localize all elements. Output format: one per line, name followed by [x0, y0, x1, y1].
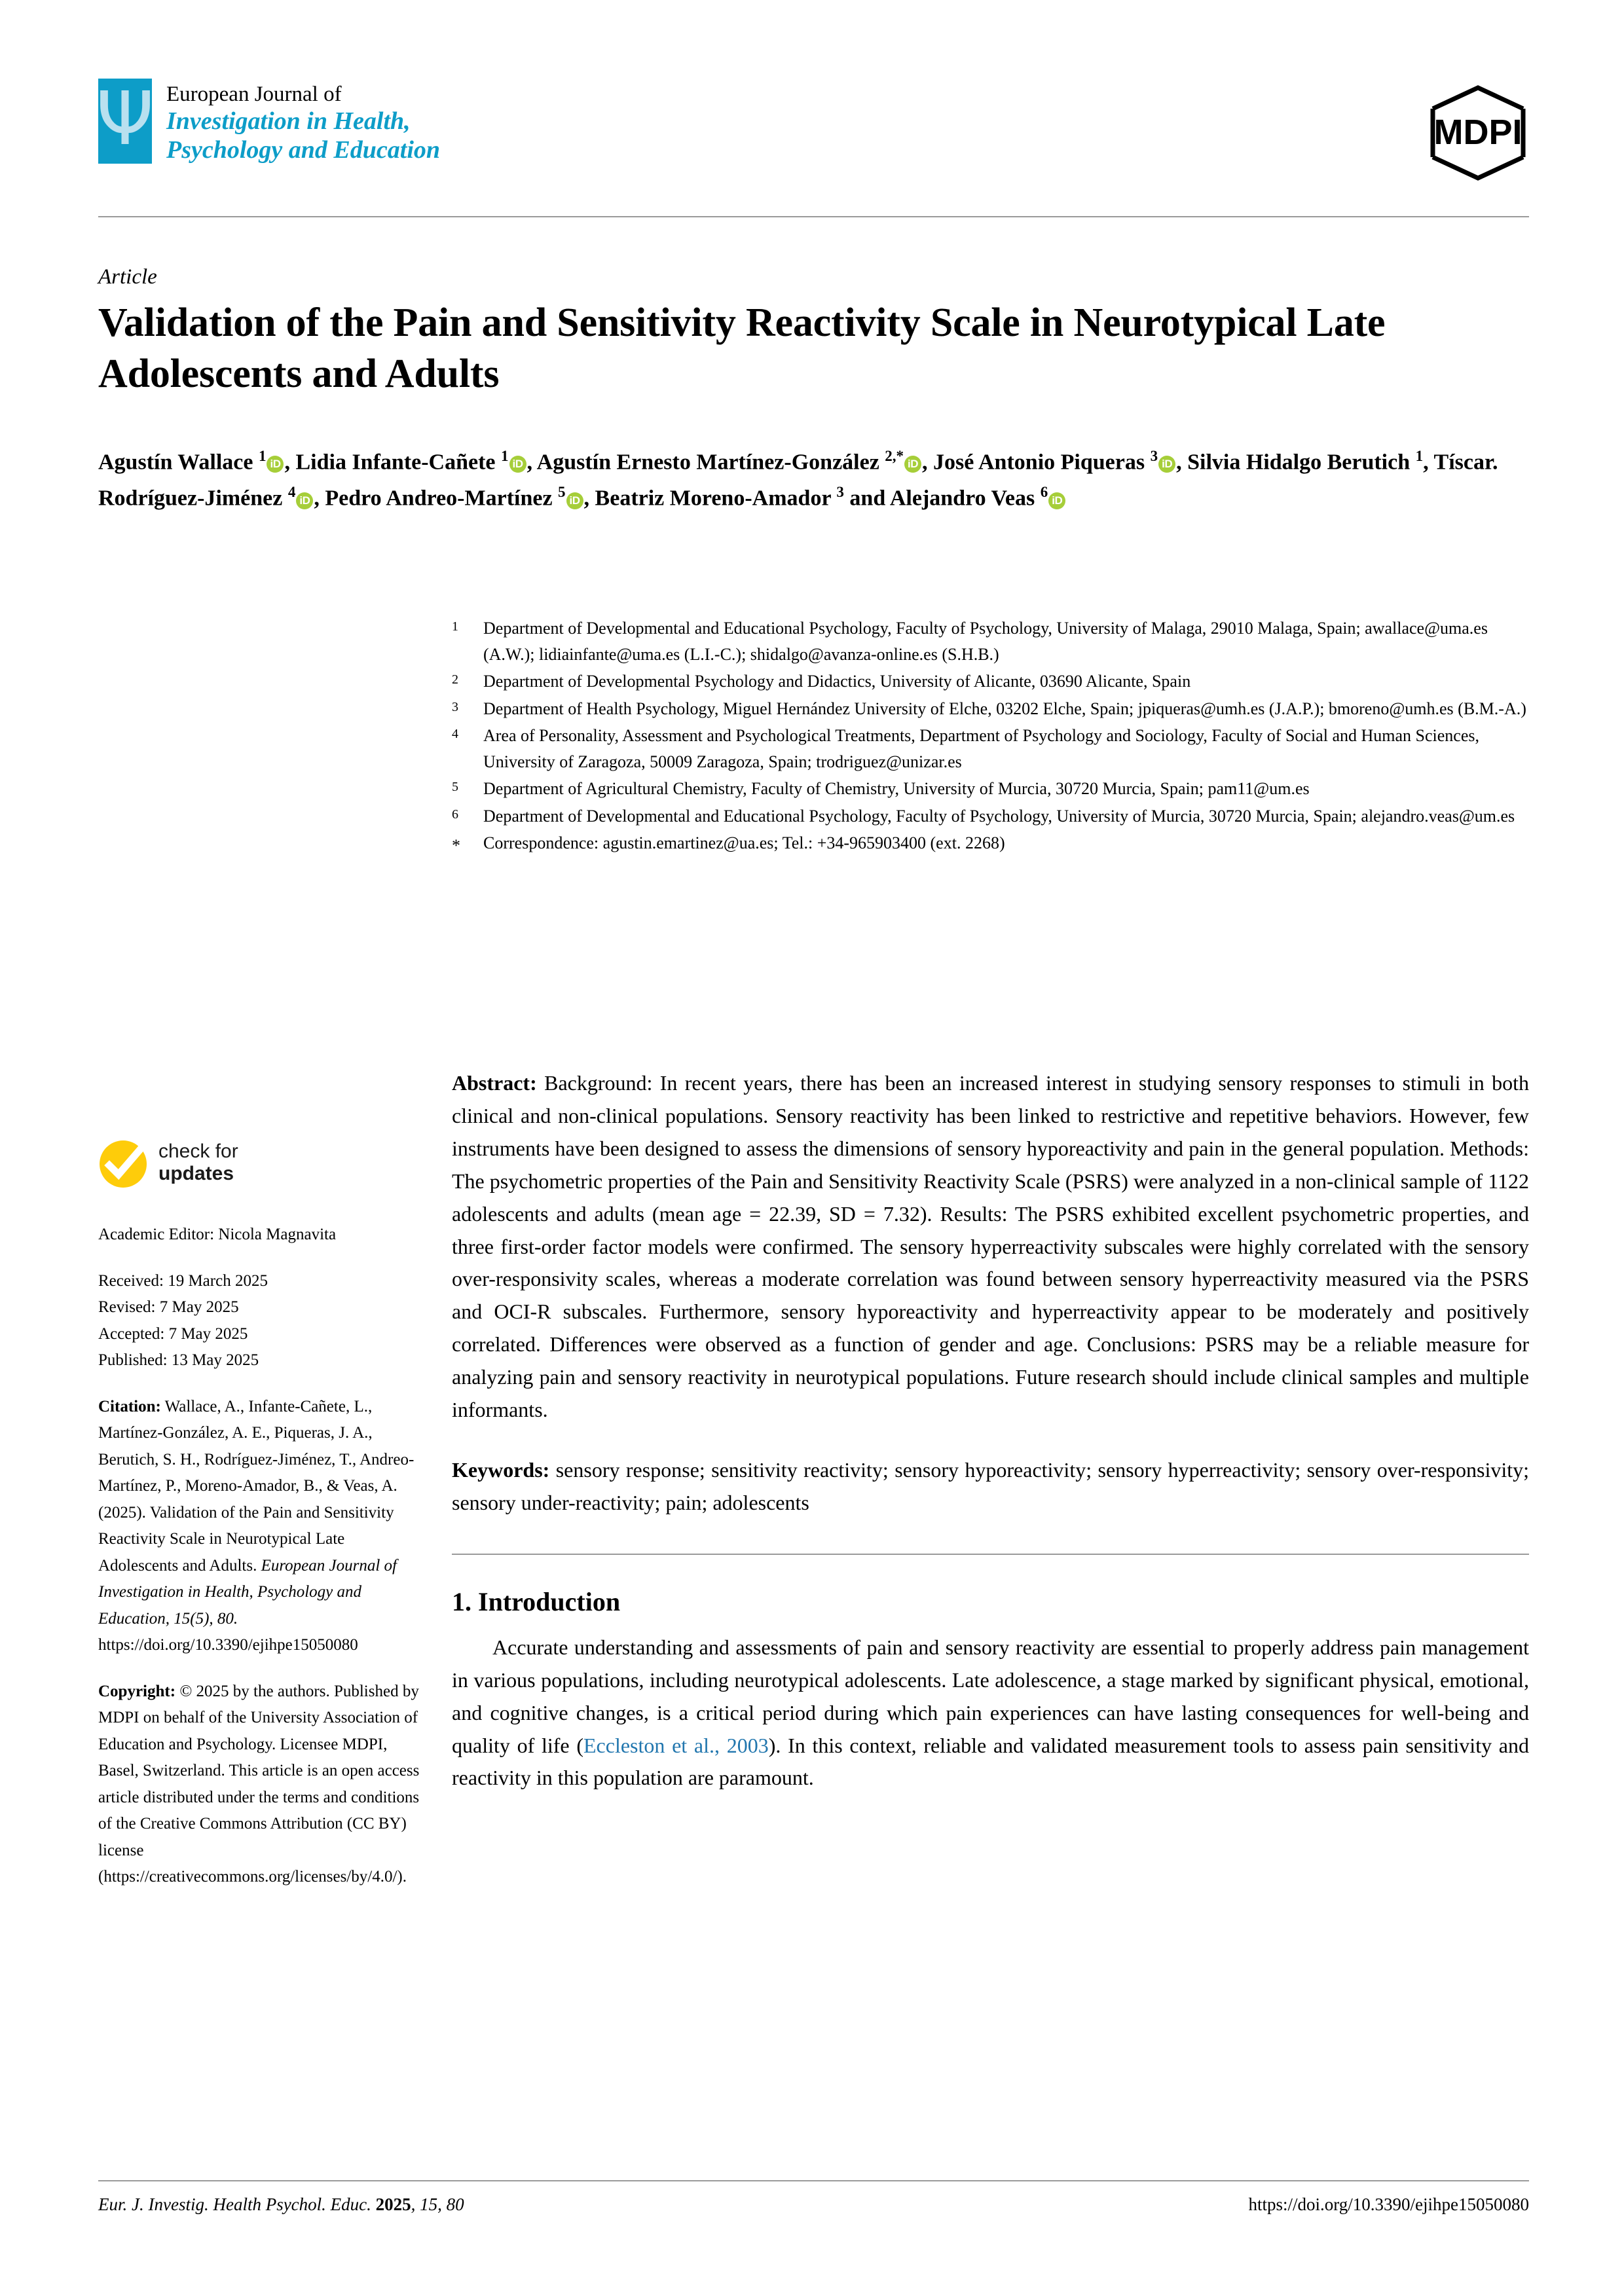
affiliation-text: Department of Developmental and Educational Psychology, Faculty of Psychology, University of Malaga, 29010 Malaga, Spain; awallace@uma.es (A.W.); lidiainfante@uma.es (L.I.-C.); shidalgo@avanza-online.es (S.H.B.) [483, 619, 1488, 664]
footer-divider [98, 2180, 1529, 2181]
intro-text-part2: ). In this context, reliable and validated measurement tools to assess pain sensitivity and reactivity in this population are paramount. [452, 1733, 1530, 1790]
academic-editor: Academic Editor: Nicola Magnavita [98, 1226, 337, 1243]
affiliation-text: Department of Developmental and Educational Psychology, Faculty of Psychology, University of Murcia, 30720 Murcia, Spain; alejandro.veas@um.es [483, 806, 1515, 826]
author-name: Beatriz Moreno-Amador [595, 486, 837, 511]
author-affiliation-marker: 1 [1415, 448, 1424, 464]
affiliation-row [452, 830, 1529, 859]
affiliation-list [452, 615, 1529, 860]
page-header [98, 79, 1529, 196]
affiliation-row [452, 696, 1529, 722]
keywords-section [452, 1454, 1529, 1520]
author-name: José Antonio Piqueras [933, 450, 1151, 475]
affiliation-marker: 1 [452, 619, 458, 634]
author-affiliation-marker: 6 [1040, 484, 1048, 501]
affiliation-row [452, 668, 1529, 695]
orcid-icon[interactable]: iD [267, 456, 284, 473]
publication-dates [98, 1268, 426, 1374]
psi-icon [96, 77, 155, 164]
affiliation-row [452, 803, 1529, 829]
affiliation-marker: 2 [452, 672, 458, 687]
mdpi-logo-icon [1428, 84, 1529, 182]
copyright-text: © 2025 by the authors. Published by MDPI on behalf of the University Association of Education and Psychology. Licensee MDPI, Basel, Switzerland. This article is an open access article distributed under the terms and conditions of the Creative Commons Attribution (CC BY) license (https://creativecommons.org/licenses/by/4.0/). [98, 1682, 420, 1886]
sidebar-metadata [98, 1139, 426, 1910]
introduction-paragraph [452, 1631, 1529, 1795]
journal-name-line3: Psychology and Education [166, 136, 441, 164]
page-footer [98, 2195, 1529, 2215]
journal-name-line1: European Journal of [166, 82, 342, 106]
citation-label: Citation: [98, 1397, 161, 1415]
orcid-icon[interactable]: iD [296, 492, 313, 509]
keywords-text: sensory response; sensitivity reactivity; sensory hyporeactivity; sensory hyperreactivity; sensory over-responsivity; sensory under-reactivity; pain; adolescents [452, 1457, 1529, 1514]
check-for-updates-text [158, 1140, 238, 1184]
date-revised: Revised: 7 May 2025 [98, 1298, 239, 1316]
intro-text-part1: Accurate understanding and assessments of pain and sensory reactivity are essential to properly address pain management in various populations, including neurotypical adolescents. Late adolescence, a stage marked by significant physical, emotional, and cognitive changes, is a critical period during which pain experiences can have lasting consequences for well-being and quality of life ( [452, 1635, 1529, 1757]
author-affiliation-marker: 2,* [885, 448, 904, 464]
main-column [452, 1067, 1529, 1795]
affiliation-row [452, 776, 1529, 802]
svg-text:MDPI: MDPI [1433, 113, 1522, 152]
affiliation-row [452, 615, 1529, 667]
author-name: Agustín Wallace [98, 450, 259, 475]
journal-logo [98, 79, 440, 164]
author-affiliation-marker: 3 [1150, 448, 1158, 464]
author-affiliation-marker: 1 [501, 448, 509, 464]
author-separator: , [583, 486, 595, 511]
orcid-icon[interactable]: iD [566, 492, 583, 509]
affiliation-text: Department of Developmental Psychology and Didactics, University of Alicante, 03690 Alicante, Spain [483, 672, 1191, 691]
citation-doi-link[interactable]: https://doi.org/10.3390/ejihpe15050080 [98, 1636, 358, 1654]
affiliation-marker: 3 [452, 699, 458, 714]
abstract-label: Abstract: [452, 1071, 537, 1095]
affiliation-text: Area of Personality, Assessment and Psychological Treatments, Department of Psychology and Sociology, Faculty of Social and Human Sciences, University of Zaragoza, 50009 Zaragoza, Spain; trodriguez@unizar.es [483, 726, 1479, 771]
orcid-icon[interactable]: iD [1048, 492, 1065, 509]
psi-glyph: Ψ [96, 77, 155, 162]
affiliation-text: Department of Agricultural Chemistry, Faculty of Chemistry, University of Murcia, 30720 Murcia, Spain; pam11@um.es [483, 779, 1310, 799]
orcid-icon[interactable]: iD [509, 456, 526, 473]
affiliation-marker: 5 [452, 780, 458, 795]
citation-journal: European Journal of Investigation in Health, Psychology and Education, 15 [98, 1556, 397, 1628]
inline-citation-link[interactable]: Eccleston et al., 2003 [583, 1733, 769, 1757]
check-for-updates-badge[interactable] [98, 1139, 295, 1199]
section-heading-introduction: 1. Introduction [452, 1586, 621, 1616]
abstract-section [452, 1067, 1529, 1427]
check-circle-icon [98, 1139, 148, 1189]
author-name: Lidia Infante-Cañete [295, 450, 502, 475]
author-name: Tíscar. Rodríguez-Jiménez [98, 450, 1498, 511]
author-affiliation-marker: 3 [836, 484, 844, 501]
author-separator: , [526, 450, 537, 475]
footer-citation [98, 2195, 464, 2215]
author-list [98, 444, 1532, 517]
abstract-text: Background: In recent years, there has been an increased interest in studying sensory responses to stimuli in both clinical and non-clinical populations. Sensory reactivity has been linked to restrictive and repetitive behaviors. However, few instruments have been designed to assess the dimensions of sensory hyporeactivity and pain in the general population. Methods: The psychometric properties of the Pain and Sensitivity Reactivity Scale (PSRS) were analyzed in a non-clinical sample of 1122 adolescents and adults (mean age = 22.39, SD = 7.32). Results: The PSRS exhibited excellent psychometric properties, and three first-order factor models were confirmed. The sensory hyperreactivity subscales were highly correlated with the sensory over-responsivity scales, whereas a moderate correlation was found between sensory hyperreactivity measured via the PSRS and OCI-R subscales. Furthermore, sensory hyporeactivity and hyperreactivity appear to be moderately and positively correlated. Differences were observed as a function of gender and age. Conclusions: PSRS may be a reliable measure for analyzing pain and sensory reactivity in neurotypical populations. Future research should include clinical samples and multiple informants. [452, 1071, 1529, 1422]
check-updates-line2: updates [158, 1162, 234, 1184]
author-name: Agustín Ernesto Martínez-González [536, 450, 885, 475]
author-affiliation-marker: 1 [258, 448, 267, 464]
journal-name [166, 79, 440, 164]
author-separator: , [314, 486, 325, 511]
author-affiliation-marker: 4 [287, 484, 296, 501]
check-updates-line1: check for [158, 1140, 238, 1162]
affiliation-text: Department of Health Psychology, Miguel Hernández University of Elche, 03202 Elche, Spain; jpiqueras@umh.es (J.A.P.); bmoreno@umh.es (B.M.-A.) [483, 699, 1526, 718]
citation-text: Wallace, A., Infante-Cañete, L., Martínez-González, A. E., Piqueras, J. A., Berutich, S. H., Rodríguez-Jiménez, T., Andreo-Martínez, P., Moreno-Amador, B., & Veas, A. (2025). Validation of the Pain and Sensitivity Reactivity Scale in Neurotypical Late Adolescents and Adults. [98, 1397, 415, 1575]
orcid-icon[interactable]: iD [904, 456, 921, 473]
header-divider [98, 216, 1529, 217]
footer-doi-link[interactable]: https://doi.org/10.3390/ejihpe15050080 [1248, 2195, 1529, 2214]
footer-journal-abbrev: Eur. J. Investig. Health Psychol. Educ. [98, 2195, 371, 2214]
date-published: Published: 13 May 2025 [98, 1351, 259, 1369]
orcid-icon[interactable]: iD [1158, 456, 1175, 473]
affiliation-marker: 6 [452, 807, 458, 822]
footer-volume-page: , 15, 80 [411, 2195, 464, 2214]
citation-volume-tail: (5), 80. [190, 1609, 238, 1628]
copyright-label: Copyright: [98, 1682, 176, 1700]
affiliation-marker: 4 [452, 727, 458, 742]
footer-year: 2025 [375, 2195, 411, 2214]
author-separator: , [1176, 450, 1188, 475]
copyright-block [98, 1679, 426, 1891]
article-type-label: Article [98, 265, 157, 289]
affiliation-marker: * [452, 836, 460, 856]
author-affiliation-marker: 5 [558, 484, 566, 501]
affiliation-row [452, 723, 1529, 774]
page-title: Validation of the Pain and Sensitivity Reactivity Scale in Neurotypical Late Adolescents and Adults [98, 301, 1386, 396]
citation-block [98, 1394, 426, 1659]
author-name: Pedro Andreo-Martínez [325, 486, 559, 511]
section-divider [452, 1554, 1529, 1555]
author-name: Silvia Hidalgo Berutich [1187, 450, 1416, 475]
author-separator: , [1423, 450, 1434, 475]
journal-name-line2: Investigation in Health, [166, 107, 411, 135]
author-separator: , [922, 450, 934, 475]
keywords-label: Keywords: [452, 1457, 550, 1482]
author-name: and Alejandro Veas [849, 486, 1041, 511]
date-accepted: Accepted: 7 May 2025 [98, 1324, 248, 1343]
date-received: Received: 19 March 2025 [98, 1271, 268, 1290]
author-separator: , [284, 450, 296, 475]
affiliation-text: Correspondence: agustin.emartinez@ua.es; Tel.: +34-965903400 (ext. 2268) [483, 833, 1005, 853]
